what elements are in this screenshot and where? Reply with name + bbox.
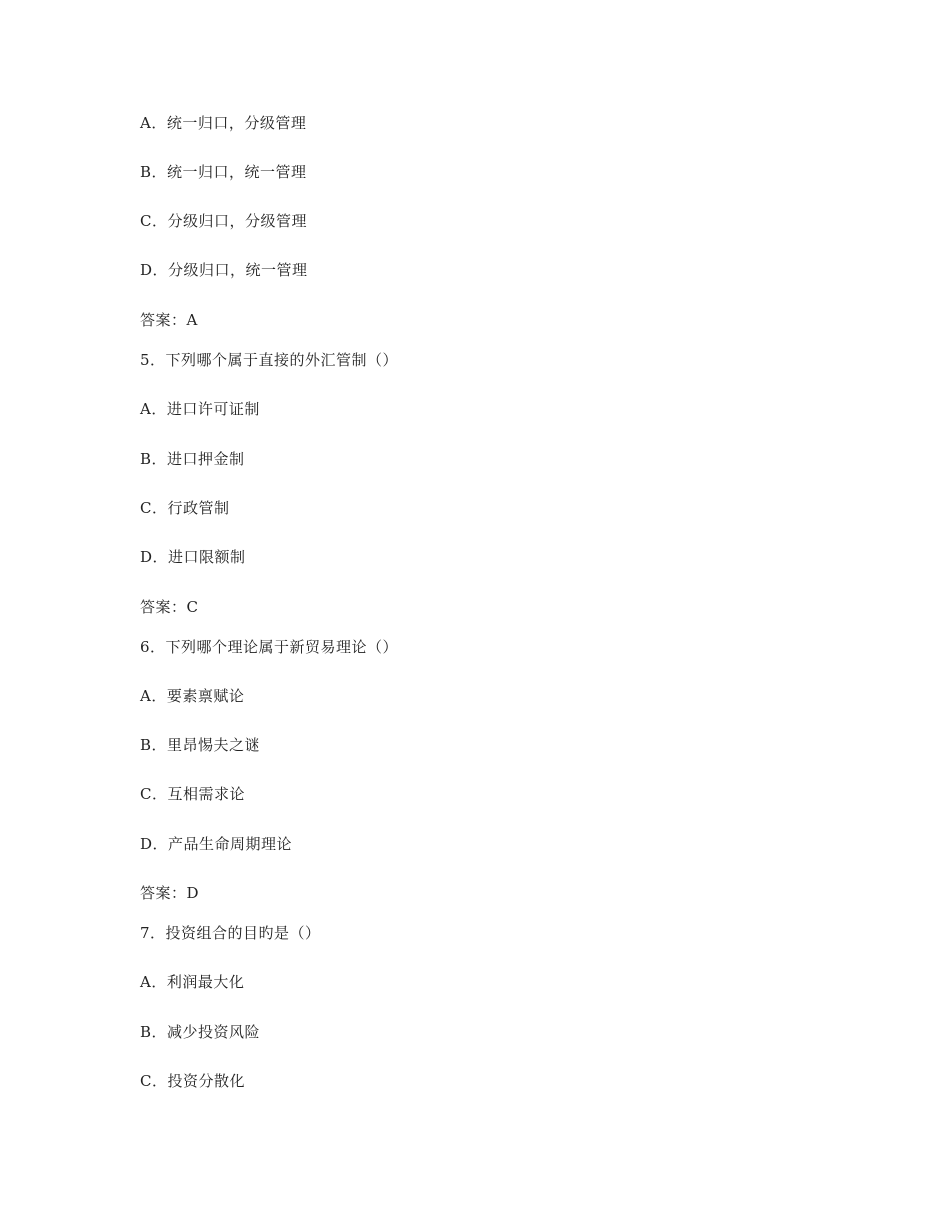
option-c: C．行政管制 xyxy=(140,499,230,517)
option-b: B．减少投资风险 xyxy=(140,1023,261,1041)
option-d: D．分级归口，统一管理 xyxy=(140,261,308,279)
option-d: D．产品生命周期理论 xyxy=(140,835,293,853)
option-c: C．投资分散化 xyxy=(140,1072,245,1090)
question-6: 6．下列哪个理论属于新贸易理论（） xyxy=(140,638,399,656)
option-d: D．进口限额制 xyxy=(140,548,246,566)
question-7: 7．投资组合的目旳是（） xyxy=(140,924,321,942)
option-c: C．分级归口，分级管理 xyxy=(140,212,307,230)
option-a: A．统一归口，分级管理 xyxy=(140,114,307,132)
question-5: 5．下列哪个属于直接的外汇管制（） xyxy=(140,351,399,369)
option-b: B．进口押金制 xyxy=(140,450,245,468)
option-a: A．利润最大化 xyxy=(140,973,245,991)
option-b: B．里昂惕夫之谜 xyxy=(140,736,261,754)
answer-line: 答案：D xyxy=(140,884,200,902)
answer-line: 答案：C xyxy=(140,598,199,616)
option-b: B．统一归口，统一管理 xyxy=(140,163,307,181)
option-a: A．要素禀赋论 xyxy=(140,687,245,705)
answer-line: 答案：A xyxy=(140,311,198,329)
option-c: C．互相需求论 xyxy=(140,785,245,803)
option-a: A．进口许可证制 xyxy=(140,400,260,418)
